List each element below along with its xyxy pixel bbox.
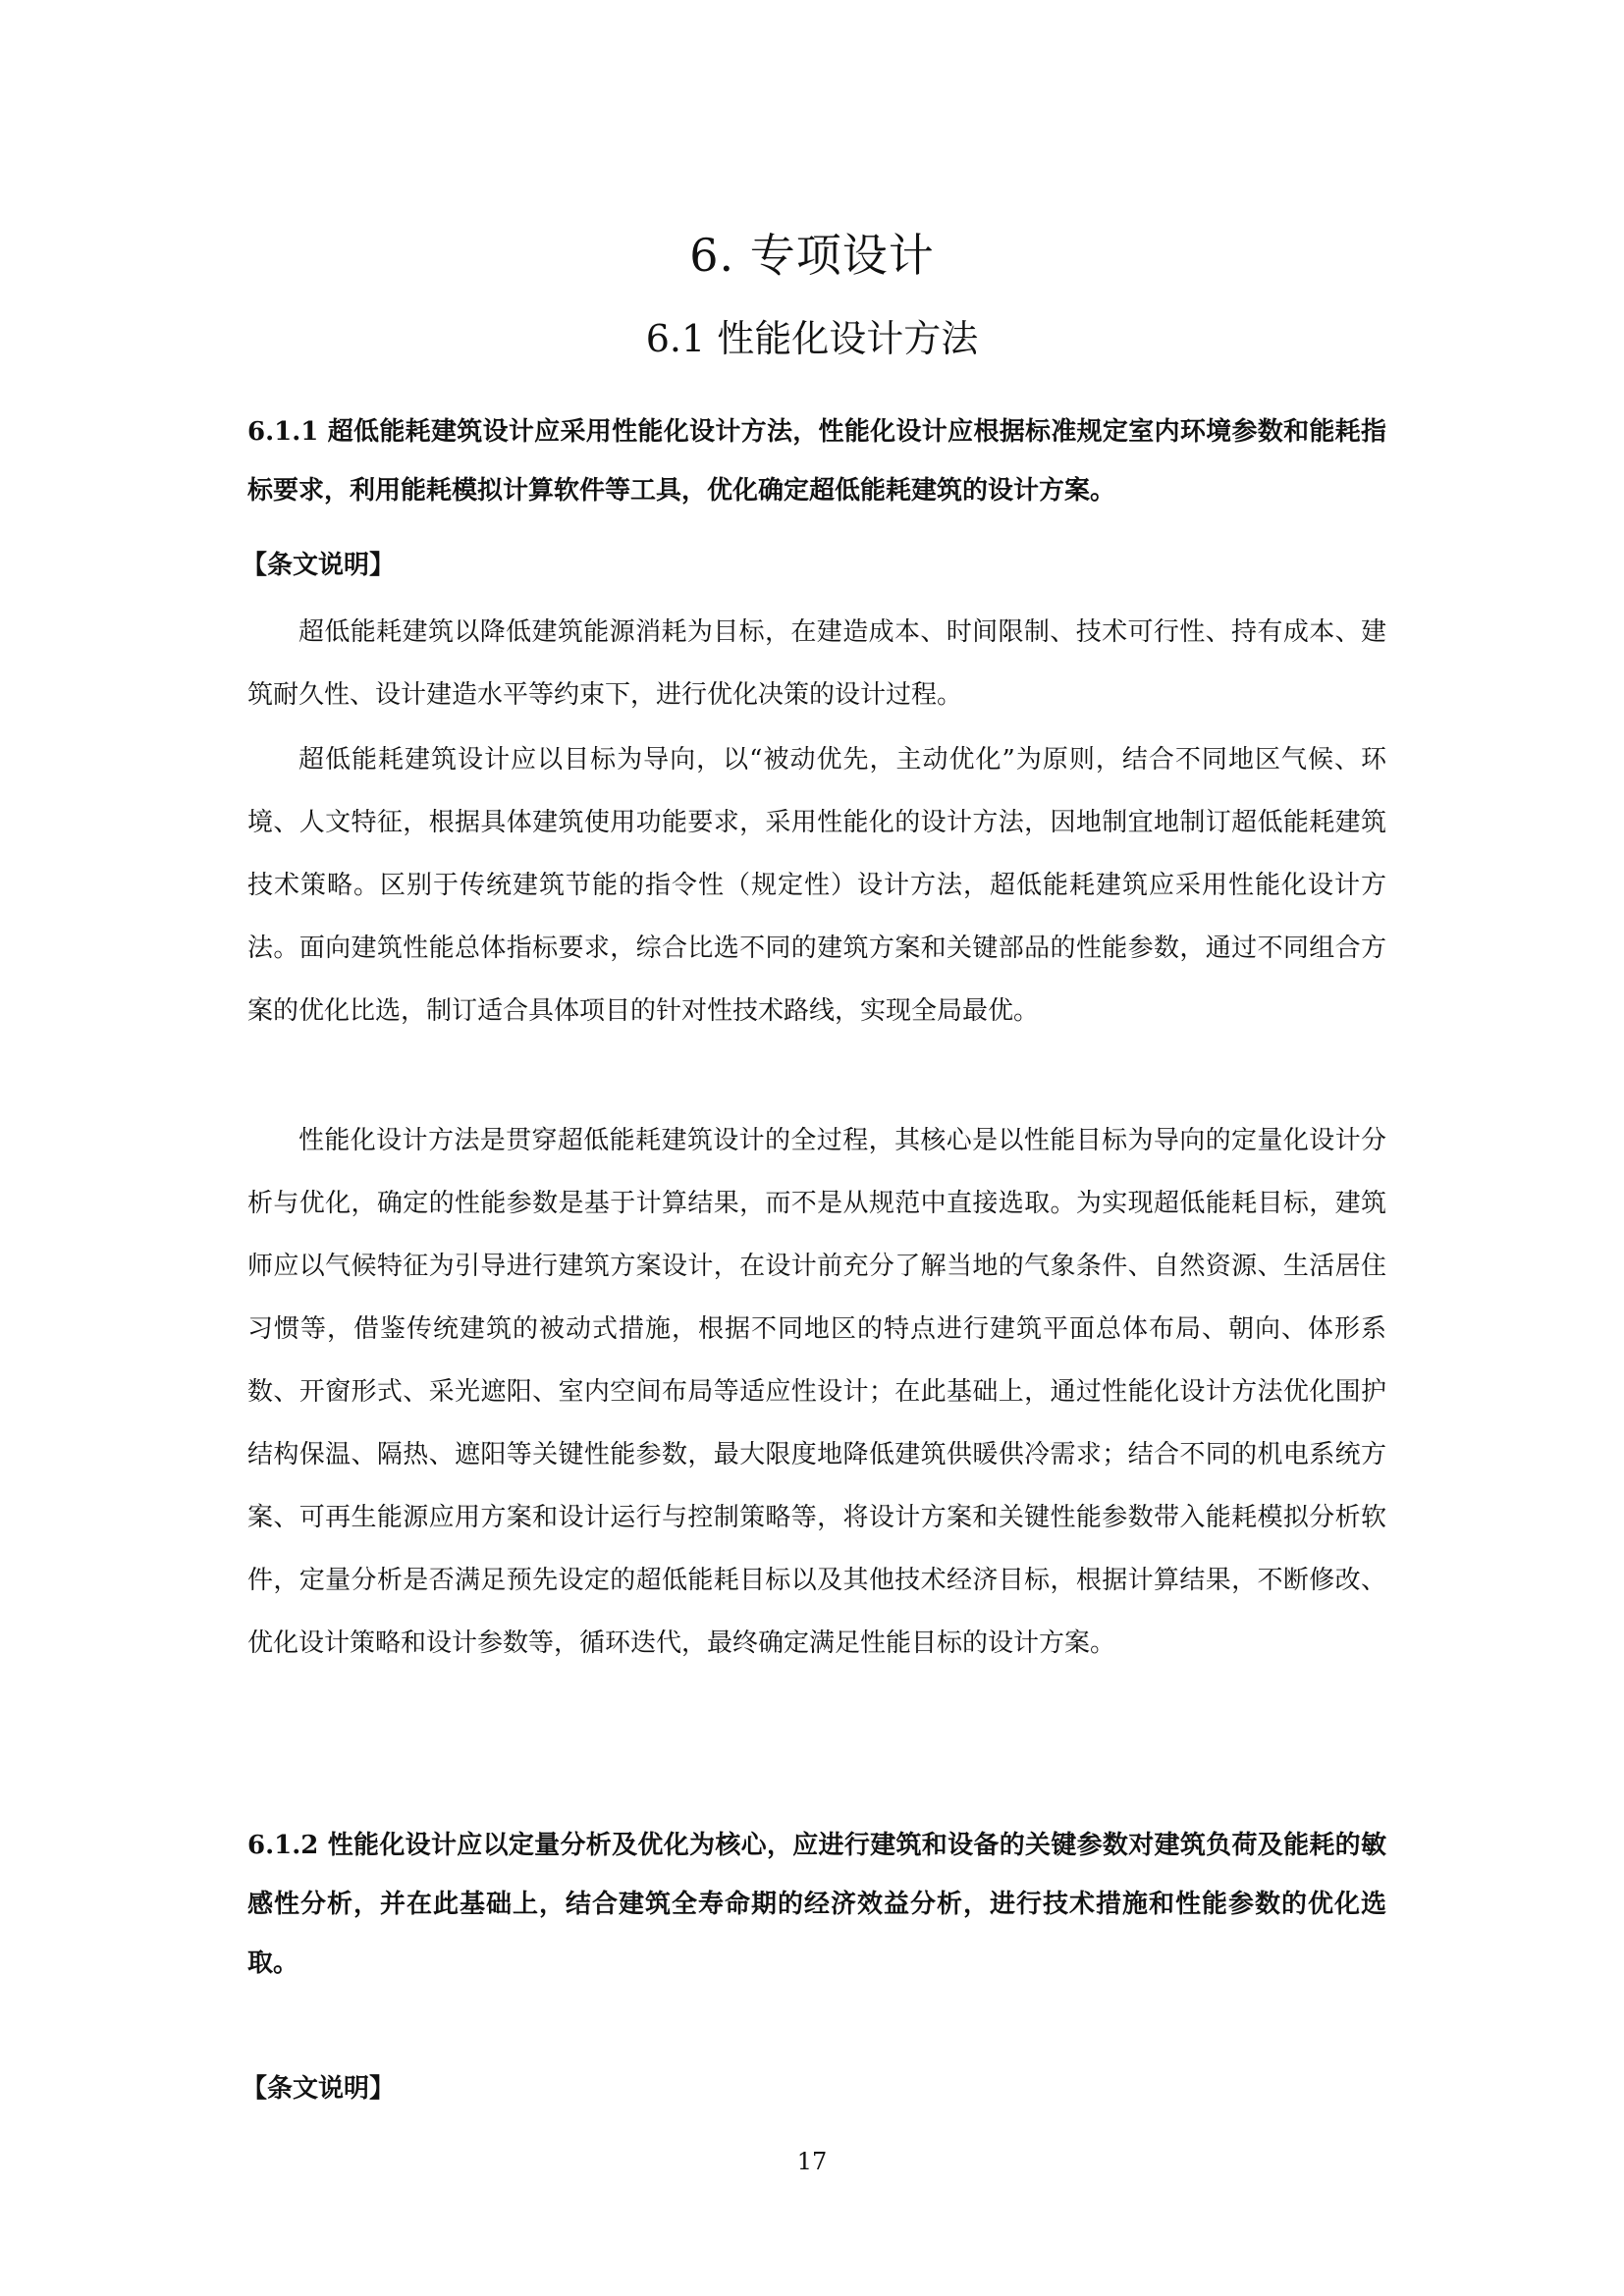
section-title: 6.1 性能化设计方法 [645, 317, 979, 360]
chapter-title: 6. 专项设计 [689, 229, 935, 282]
clause-6-1-1: 6.1.1 超低能耗建筑设计应采用性能化设计方法，性能化设计应根据标准规定室内环境参数和能耗指标要求，利用能耗模拟计算软件等工具，优化确定超低能耗建筑的设计方案。 [247, 417, 1386, 506]
note-paragraph: 性能化设计方法是贯穿超低能耗建筑设计的全过程，其核心是以性能目标为导向的定量化设计分析与优化，确定的性能参数是基于计算结果，而不是从规范中直接选取。为实现超低能耗目标，建筑师应以气候特征为引导进行建筑方案设计，在设计前充分了解当地的气象条件、自然资源、生活居住习惯等，借鉴传统建筑的被动式措施，根据不同地区的特点进行建筑平面总体布局、朝向、体形系数、开窗形式、采光遮阳、室内空间布局等适应性设计；在此基础上，通过性能化设计方法优化围护结构保温、隔热、遮阳等关键性能参数，最大限度地降低建筑供暖供冷需求；结合不同的机电系统方案、可再生能源应用方案和设计运行与控制策略等，将设计方案和关键性能参数带入能耗模拟分析软件，定量分析是否满足预先设定的超低能耗目标以及其他技术经济目标，根据计算结果，不断修改、优化设计策略和设计参数等，循环迭代，最终确定满足性能目标的设计方案。 [247, 1126, 1386, 1658]
note-paragraph: 超低能耗建筑以降低建筑能源消耗为目标，在建造成本、时间限制、技术可行性、持有成本、建筑耐久性、设计建造水平等约束下，进行优化决策的设计过程。 [247, 617, 1386, 710]
page-number: 17 [796, 2148, 828, 2175]
clause-note-label: 【条文说明】 [242, 551, 396, 580]
clause-note-label: 【条文说明】 [242, 2074, 396, 2104]
note-paragraph: 超低能耗建筑设计应以目标为导向，以“被动优先，主动优化”为原则，结合不同地区气候、环境、人文特征，根据具体建筑使用功能要求，采用性能化的设计方法，因地制宜地制订超低能耗建筑技术策略。区别于传统建筑节能的指令性（规定性）设计方法，超低能耗建筑应采用性能化设计方法。面向建筑性能总体指标要求，综合比选不同的建筑方案和关键部品的性能参数，通过不同组合方案的优化比选，制订适合具体项目的针对性技术路线，实现全局最优。 [247, 745, 1386, 1026]
clause-6-1-2: 6.1.2 性能化设计应以定量分析及优化为核心，应进行建筑和设备的关键参数对建筑负荷及能耗的敏感性分析，并在此基础上，结合建筑全寿命期的经济效益分析，进行技术措施和性能参数的优化选取。 [247, 1831, 1386, 1978]
